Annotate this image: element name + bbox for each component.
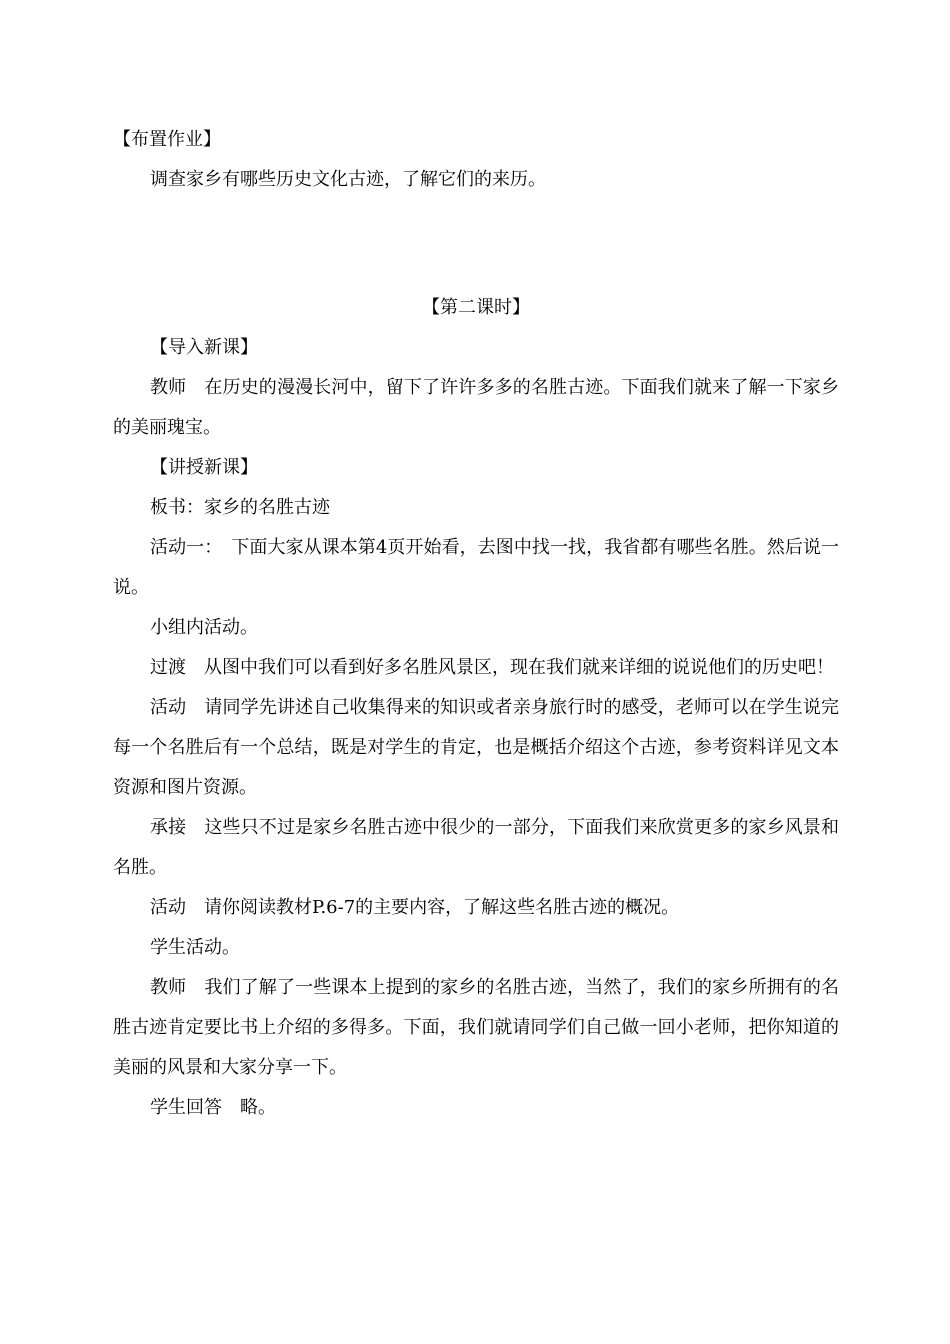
group-activity-paragraph: 小组内活动。 (150, 617, 258, 638)
teach-heading: 【讲授新课】 (150, 457, 258, 478)
homework-heading: 【布置作业】 (113, 129, 221, 150)
board-paragraph: 板书：家乡的名胜古迹 (150, 497, 330, 518)
connect-paragraph: 承接 这些只不过是家乡名胜古迹中很少的一部分，下面我们来欣赏更多的家乡风景和名胜。 (113, 817, 839, 878)
intro-paragraph: 教师 在历史的漫漫长河中，留下了许许多多的名胜古迹。下面我们就来了解一下家乡的美丽瑰宝。 (113, 377, 839, 438)
teacher-two-paragraph: 教师 我们了解了一些课本上提到的家乡的名胜古迹，当然了，我们的家乡所拥有的名胜古迹肯定要比书上介绍的多得多。下面，我们就请同学们自己做一回小老师，把你知道的美丽的风景和大家分享一下。 (113, 977, 839, 1078)
document-body (113, 120, 839, 1128)
student-activity-paragraph: 学生活动。 (150, 937, 240, 958)
section-spacer (113, 200, 839, 288)
lesson-two-title: 【第二课时】 (422, 297, 530, 318)
transition-paragraph: 过渡 从图中我们可以看到好多名胜风景区，现在我们就来详细的说说他们的历史吧！ (150, 657, 834, 678)
activity-two-paragraph: 活动 请同学先讲述自己收集得来的知识或者亲身旅行时的感受，老师可以在学生说完每一个名胜后有一个总结，既是对学生的肯定，也是概括介绍这个古迹，参考资料详见文本资源和图片资源。 (113, 697, 839, 798)
homework-paragraph: 调查家乡有哪些历史文化古迹，了解它们的来历。 (150, 169, 546, 190)
activity-three-paragraph: 活动 请你阅读教材P.6-7的主要内容，了解这些名胜古迹的概况。 (150, 897, 680, 918)
activity-one-paragraph: 活动一： 下面大家从课本第4页开始看，去图中找一找，我省都有哪些名胜。然后说一说。 (113, 537, 839, 598)
intro-heading: 【导入新课】 (150, 337, 258, 358)
student-answer-paragraph: 学生回答 略。 (150, 1097, 276, 1118)
